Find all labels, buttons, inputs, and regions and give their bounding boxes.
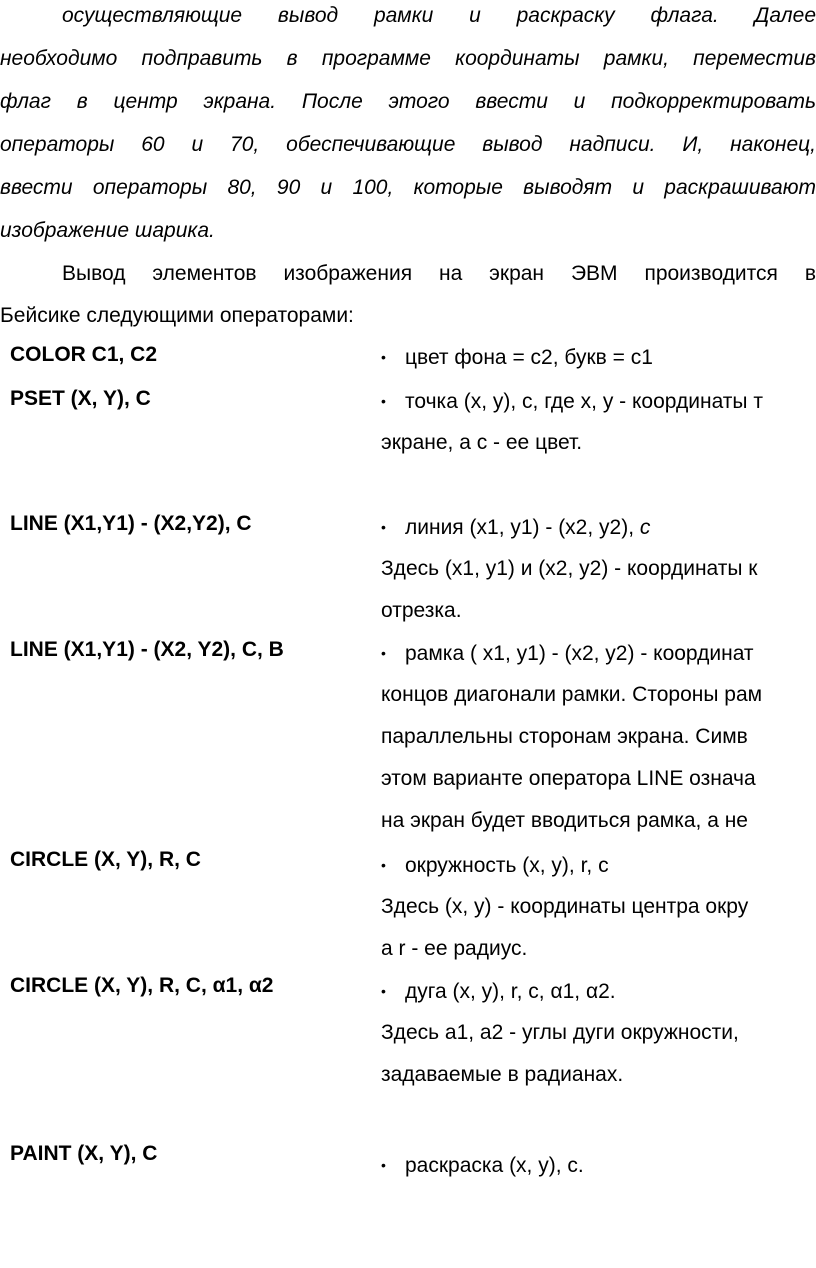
operator-pset-desc: [381, 387, 763, 416]
desc-bullet-text: дуга (x, y), r, c, α1, α2.: [405, 980, 616, 1003]
operator-color-desc: [381, 343, 653, 372]
intro-line-2: необходимо подправить в программе координаты рамки, переместив: [0, 47, 816, 70]
desc-bullet-text: раскраска (x, y), c.: [405, 1154, 584, 1177]
bullet-icon: •: [381, 857, 386, 873]
operator-line-box-desc: [381, 639, 754, 668]
bullet-icon: •: [381, 393, 386, 409]
operator-paint: PAINT (X, Y), C: [10, 1142, 158, 1165]
desc-extra-line: отрезка.: [381, 599, 462, 622]
desc-extra-line: Здесь (x, y) - координаты центра окру: [381, 895, 749, 918]
bullet-icon: •: [381, 1157, 386, 1173]
desc-bullet-text: линия (x1, y1) - (x2, y2),: [405, 516, 640, 539]
desc-bullet-italic: c: [639, 516, 651, 539]
operator-circle: CIRCLE (X, Y), R, C: [10, 848, 201, 871]
operator-line: LINE (X1,Y1) - (X2,Y2), C: [10, 512, 252, 535]
desc-bullet-text: точка (x, y), c, где x, y - координаты т: [405, 390, 763, 413]
desc-extra-line: Здесь (x1, y1) и (x2, y2) - координаты к: [381, 557, 758, 580]
desc-extra-line: задаваемые в радианах.: [381, 1063, 624, 1086]
desc-bullet-text: рамка ( x1, y1) - (x2, y2) - координат: [405, 642, 754, 665]
bullet-icon: •: [381, 645, 386, 661]
desc-extra-line: экране, а c - ее цвет.: [381, 431, 583, 454]
bullet-icon: •: [381, 983, 386, 999]
para2-line-2: Бейсике следующими операторами:: [0, 304, 354, 327]
bullet-icon: •: [381, 349, 386, 365]
operator-paint-desc: [381, 1151, 584, 1180]
bullet-icon: •: [381, 519, 386, 535]
operator-circle-arc-desc: [381, 977, 616, 1006]
desc-extra-line: на экран будет вводиться рамка, а не: [381, 809, 748, 832]
intro-line-5: ввести операторы 80, 90 и 100, которые выводят и раскрашивают: [0, 176, 816, 199]
intro-line-3: флаг в центр экрана. После этого ввести и подкорректировать: [0, 90, 816, 113]
desc-extra-line: параллельны сторонам экрана. Симв: [381, 725, 748, 748]
operator-line-box: LINE (X1,Y1) - (X2, Y2), C, B: [10, 638, 284, 661]
intro-line-4: операторы 60 и 70, обеспечивающие вывод надписи. И, наконец,: [0, 133, 816, 156]
desc-bullet-text: окружность (x, y), r, c: [405, 854, 609, 877]
operator-line-desc: [381, 513, 650, 542]
intro-line-1: осуществляющие вывод рамки и раскраску флага. Далее: [62, 4, 816, 27]
desc-extra-line: концов диагонали рамки. Стороны рам: [381, 683, 763, 706]
operator-color: COLOR C1, C2: [10, 343, 158, 366]
desc-extra-line: этом варианте оператора LINE означа: [381, 767, 756, 790]
para2-line-1: Вывод элементов изображения на экран ЭВМ производится в: [62, 262, 816, 285]
operator-circle-desc: [381, 851, 609, 880]
operator-circle-arc: CIRCLE (X, Y), R, C, α1, α2: [10, 974, 274, 997]
intro-line-6: изображение шарика.: [0, 219, 215, 242]
desc-extra-line: а r - ее радиус.: [381, 937, 528, 960]
desc-extra-line: Здесь a1, a2 - углы дуги окружности,: [381, 1021, 739, 1044]
operator-pset: PSET (X, Y), C: [10, 387, 151, 410]
desc-bullet-text: цвет фона = c2, букв = c1: [405, 346, 653, 369]
